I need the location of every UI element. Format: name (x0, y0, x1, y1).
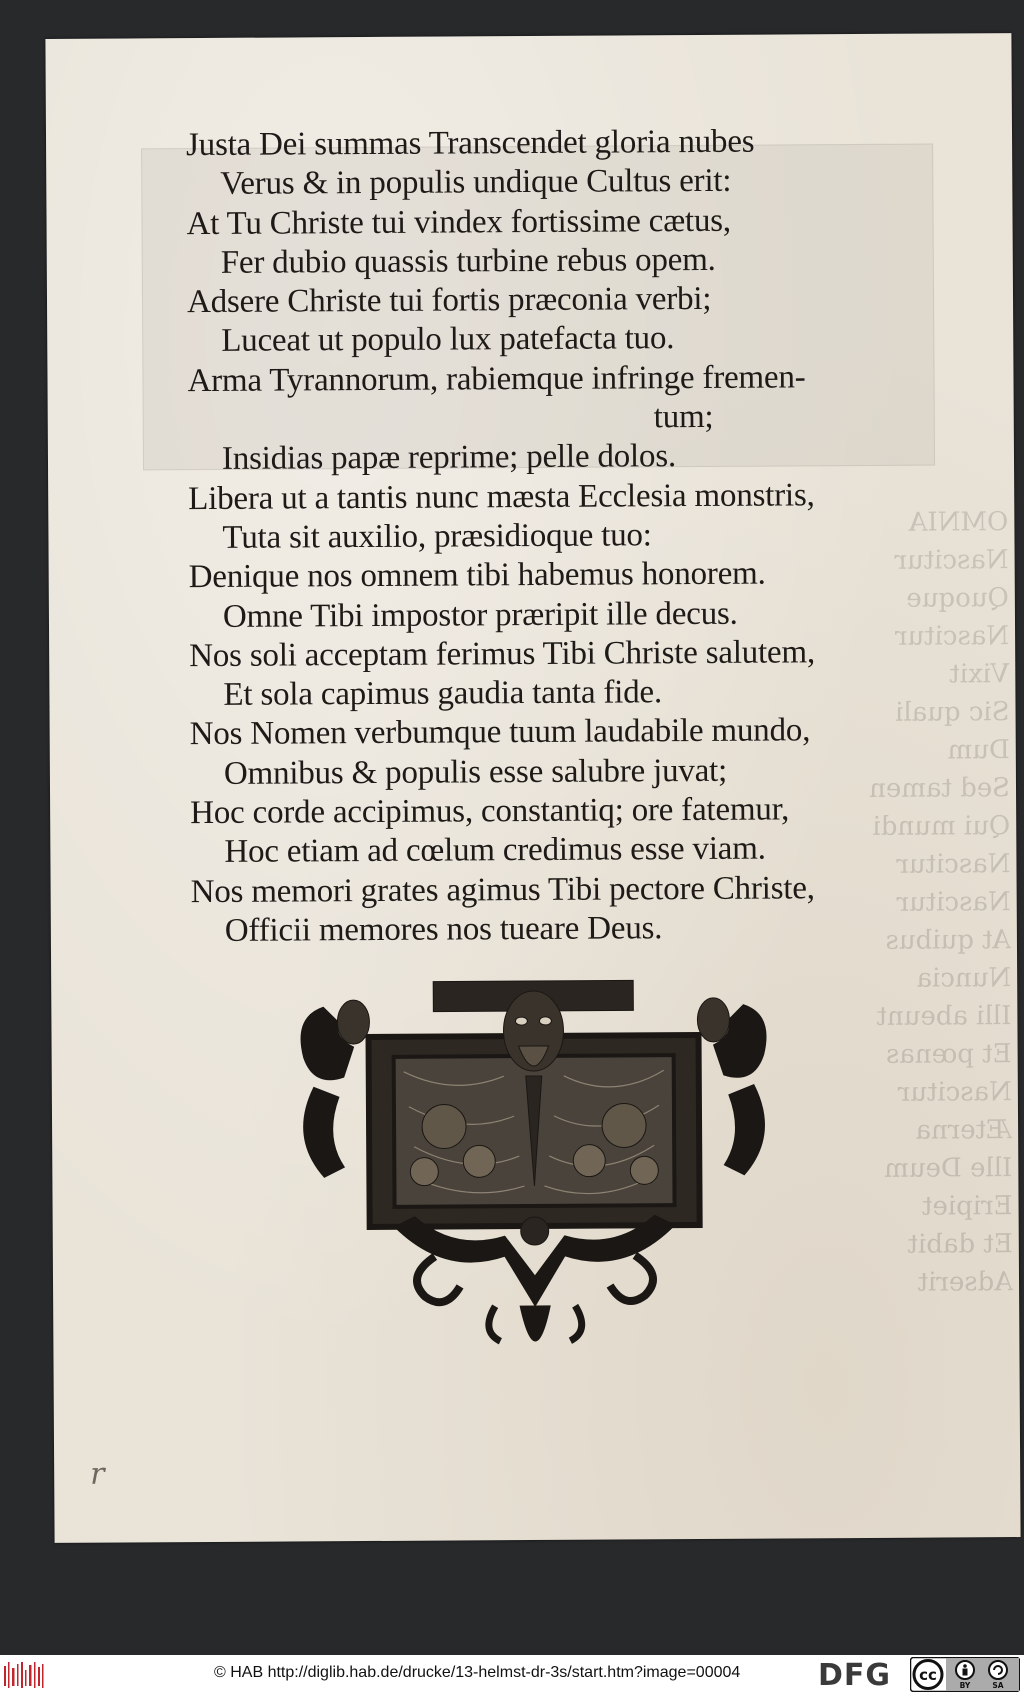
poem-line: Nos Nomen verbumque tuum laudabile mundo, (189, 712, 811, 753)
poem-line: Luceat ut populo lux patefacta tuo. (221, 320, 675, 360)
poem-line: Arma Tyrannorum, rabiemque infringe fremen- (187, 359, 806, 399)
footer-bar (0, 1655, 1024, 1694)
cc-by-sa-license-icon[interactable] (910, 1657, 1020, 1692)
poem-line: Officii memores nos tueare Deus. (224, 910, 663, 949)
copyright-link[interactable]: © HAB http://diglib.hab.de/drucke/13-helmst-dr-3s/start.htm?image=00004 (214, 1664, 741, 1681)
poem-line-continuation: tum; (653, 398, 714, 436)
poem-line: Adsere Christe tui fortis præconia verbi; (186, 281, 712, 321)
poem-line: Hoc etiam ad cœlum credimus esse viam. (224, 830, 766, 871)
poem-line: Verus & in populis undique Cultus erit: (220, 163, 732, 203)
poem-line: Justa Dei summas Transcendet gloria nubes (185, 123, 755, 164)
margin-pencil-note: r (90, 1456, 105, 1492)
dfg-logo: DFG (818, 1658, 892, 1693)
sa-mark: SA (992, 1681, 1004, 1690)
poem-line: Omnibus & populis esse salubre juvat; (223, 752, 728, 792)
hab-barcode-logo-icon (4, 1662, 46, 1688)
poem-line: Hoc corde accipimus, constantiq; ore fatemur, (190, 791, 790, 832)
poem-line: Nos soli acceptam ferimus Tibi Christe salutem, (189, 634, 816, 674)
poem-line: Nos memori grates agimus Tibi pectore Christe, (190, 869, 815, 910)
poem-line: Libera ut a tantis nunc mæsta Ecclesia monstris, (188, 476, 815, 517)
poem-text (186, 121, 971, 1006)
book-page (45, 33, 1020, 1543)
cartouche-mask-ornament-icon (283, 974, 785, 1377)
poem-line: Omne Tibi impostor præripit ille decus. (222, 595, 738, 635)
by-mark: BY (959, 1681, 971, 1690)
show-through-text: OMNIA Nascitur Quoque Nascitur Vixit Sic quali Dum Sed tamen Qui mundi Nascitur Nascitur At quibus Nuncia Illi abeunt Et pœnas Nascitur Æterna Ille Deum Eripiet Et dabit Adserit (869, 507, 1014, 1298)
poem-line: Denique nos omnem tibi habemus honorem. (188, 555, 766, 596)
poem-line: At Tu Christe tui vindex fortissime cætus, (186, 202, 732, 242)
poem-line: Tuta sit auxilio, præsidioque tuo: (222, 517, 652, 556)
poem-line: Insidias papæ reprime; pelle dolos. (221, 438, 677, 478)
poem-line: Et sola capimus gaudia tanta fide. (223, 674, 663, 714)
poem-line: Fer dubio quassis turbine rebus opem. (220, 241, 716, 281)
cc-mark: cc (919, 1666, 937, 1684)
